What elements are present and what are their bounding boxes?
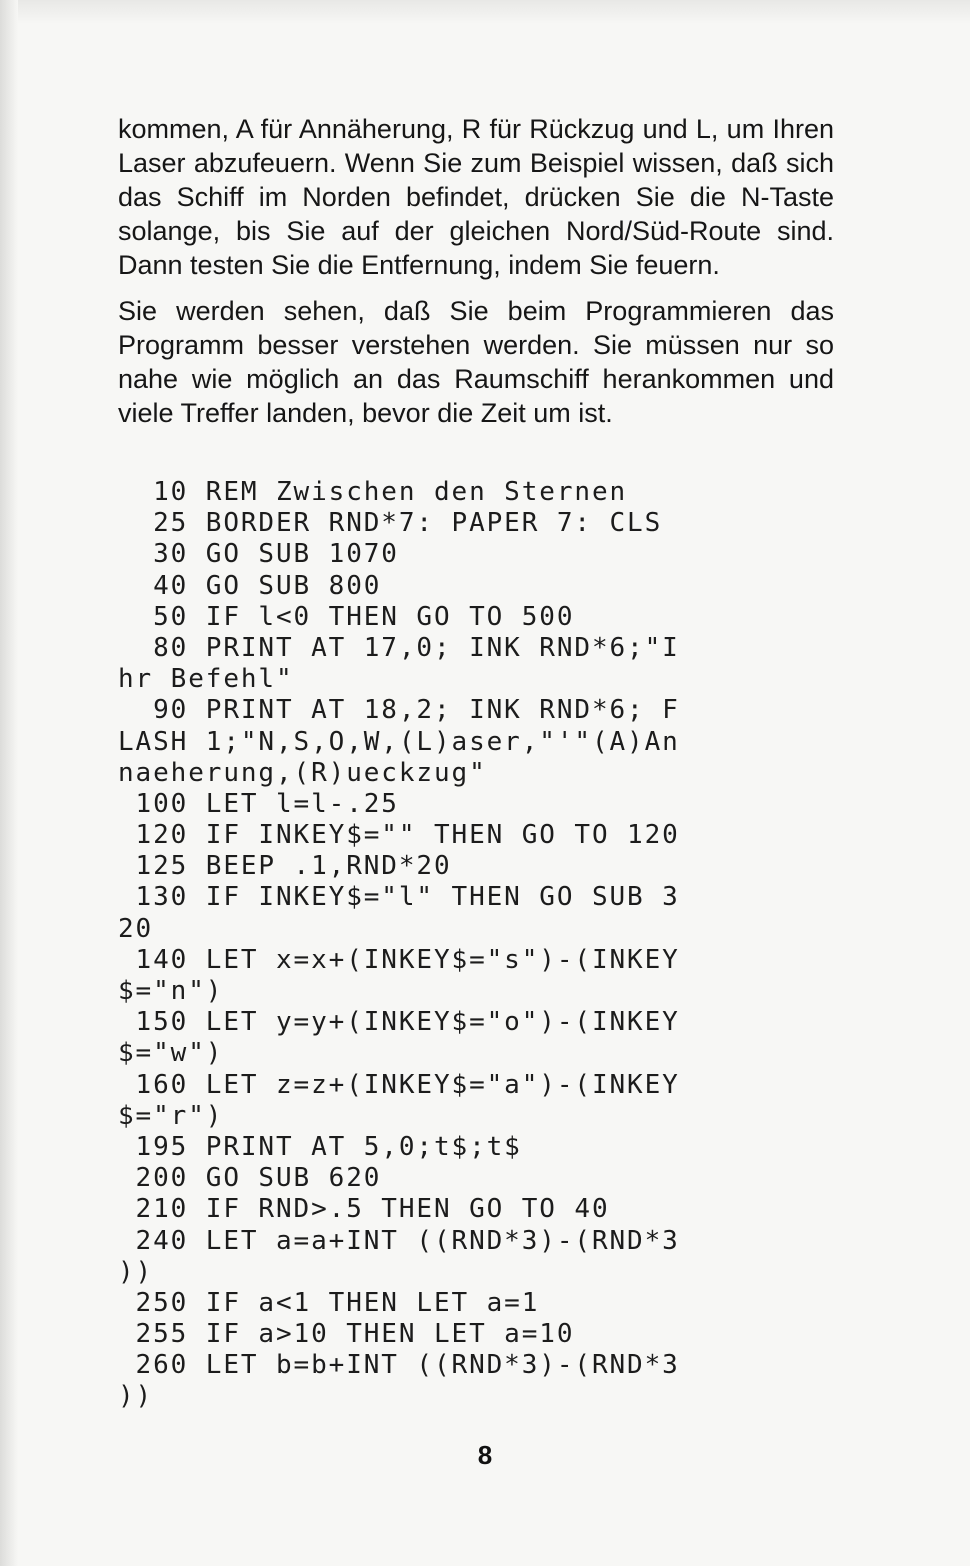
code-line: 120 IF INKEY$="" THEN GO TO 120 xyxy=(118,820,680,851)
code-line: LASH 1;"N,S,O,W,(L)aser,"'"(A)An xyxy=(118,726,680,757)
code-line: naeherung,(R)ueckzug" xyxy=(118,757,487,788)
code-line: 50 IF l<0 THEN GO TO 500 xyxy=(118,601,575,632)
code-line: 140 LET x=x+(INKEY$="s")-(INKEY xyxy=(118,944,680,975)
page-number: 8 xyxy=(477,1440,493,1470)
scan-edge-top xyxy=(0,0,970,24)
paragraph-2: Sie werden sehen, daß Sie beim Programmieren das Programm besser verstehen werden. Sie müssen nur so nahe wie möglich an das Raumschiff herankommen und viele Treffer landen, bevor die Zeit um ist. xyxy=(118,296,834,428)
code-line: )) xyxy=(118,1256,154,1287)
code-line: 30 GO SUB 1070 xyxy=(118,539,399,570)
body-text xyxy=(118,112,834,442)
basic-program-listing xyxy=(118,477,838,1413)
code-line: 100 LET l=l-.25 xyxy=(118,788,399,819)
code-line: 20 xyxy=(118,913,154,944)
code-line: 150 LET y=y+(INKEY$="o")-(INKEY xyxy=(118,1007,680,1038)
code-line: 90 PRINT AT 18,2; INK RND*6; F xyxy=(118,695,680,726)
code-line: 80 PRINT AT 17,0; INK RND*6;"I xyxy=(118,632,680,663)
code-line: 250 IF a<1 THEN LET a=1 xyxy=(118,1287,540,1318)
code-line: 255 IF a>10 THEN LET a=10 xyxy=(118,1319,575,1350)
code-line: )) xyxy=(118,1381,154,1412)
code-line: 125 BEEP .1,RND*20 xyxy=(118,851,452,882)
code-line: $="w") xyxy=(118,1038,224,1069)
code-line: $="r") xyxy=(118,1100,224,1131)
code-line: $="n") xyxy=(118,976,224,1006)
code-line: 40 GO SUB 800 xyxy=(118,570,382,601)
code-line: 10 REM Zwischen den Sternen xyxy=(118,477,628,507)
code-line: 260 LET b=b+INT ((RND*3)-(RND*3 xyxy=(118,1350,680,1381)
code-line: 195 PRINT AT 5,0;t$;t$ xyxy=(118,1131,522,1162)
code-line: hr Befehl" xyxy=(118,664,294,695)
code-line: 240 LET a=a+INT ((RND*3)-(RND*3 xyxy=(118,1225,680,1256)
code-line: 210 IF RND>.5 THEN GO TO 40 xyxy=(118,1194,610,1225)
code-line: 130 IF INKEY$="l" THEN GO SUB 3 xyxy=(118,882,680,913)
paragraph-1: kommen, A für Annäherung, R für Rückzug und L, um Ihren Laser abzufeuern. Wenn Sie zum Beispiel wissen, daß sich das Schiff im Norden befindet, drücken Sie die N-Taste solange, bis Sie auf der gleichen Nord/Süd-Route sind. Dann testen Sie die Entfernung, indem Sie feuern. xyxy=(118,114,834,280)
scan-edge-left xyxy=(0,0,18,1566)
code-line: 25 BORDER RND*7: PAPER 7: CLS xyxy=(118,508,663,539)
code-line: 200 GO SUB 620 xyxy=(118,1163,382,1194)
code-line: 160 LET z=z+(INKEY$="a")-(INKEY xyxy=(118,1069,680,1100)
